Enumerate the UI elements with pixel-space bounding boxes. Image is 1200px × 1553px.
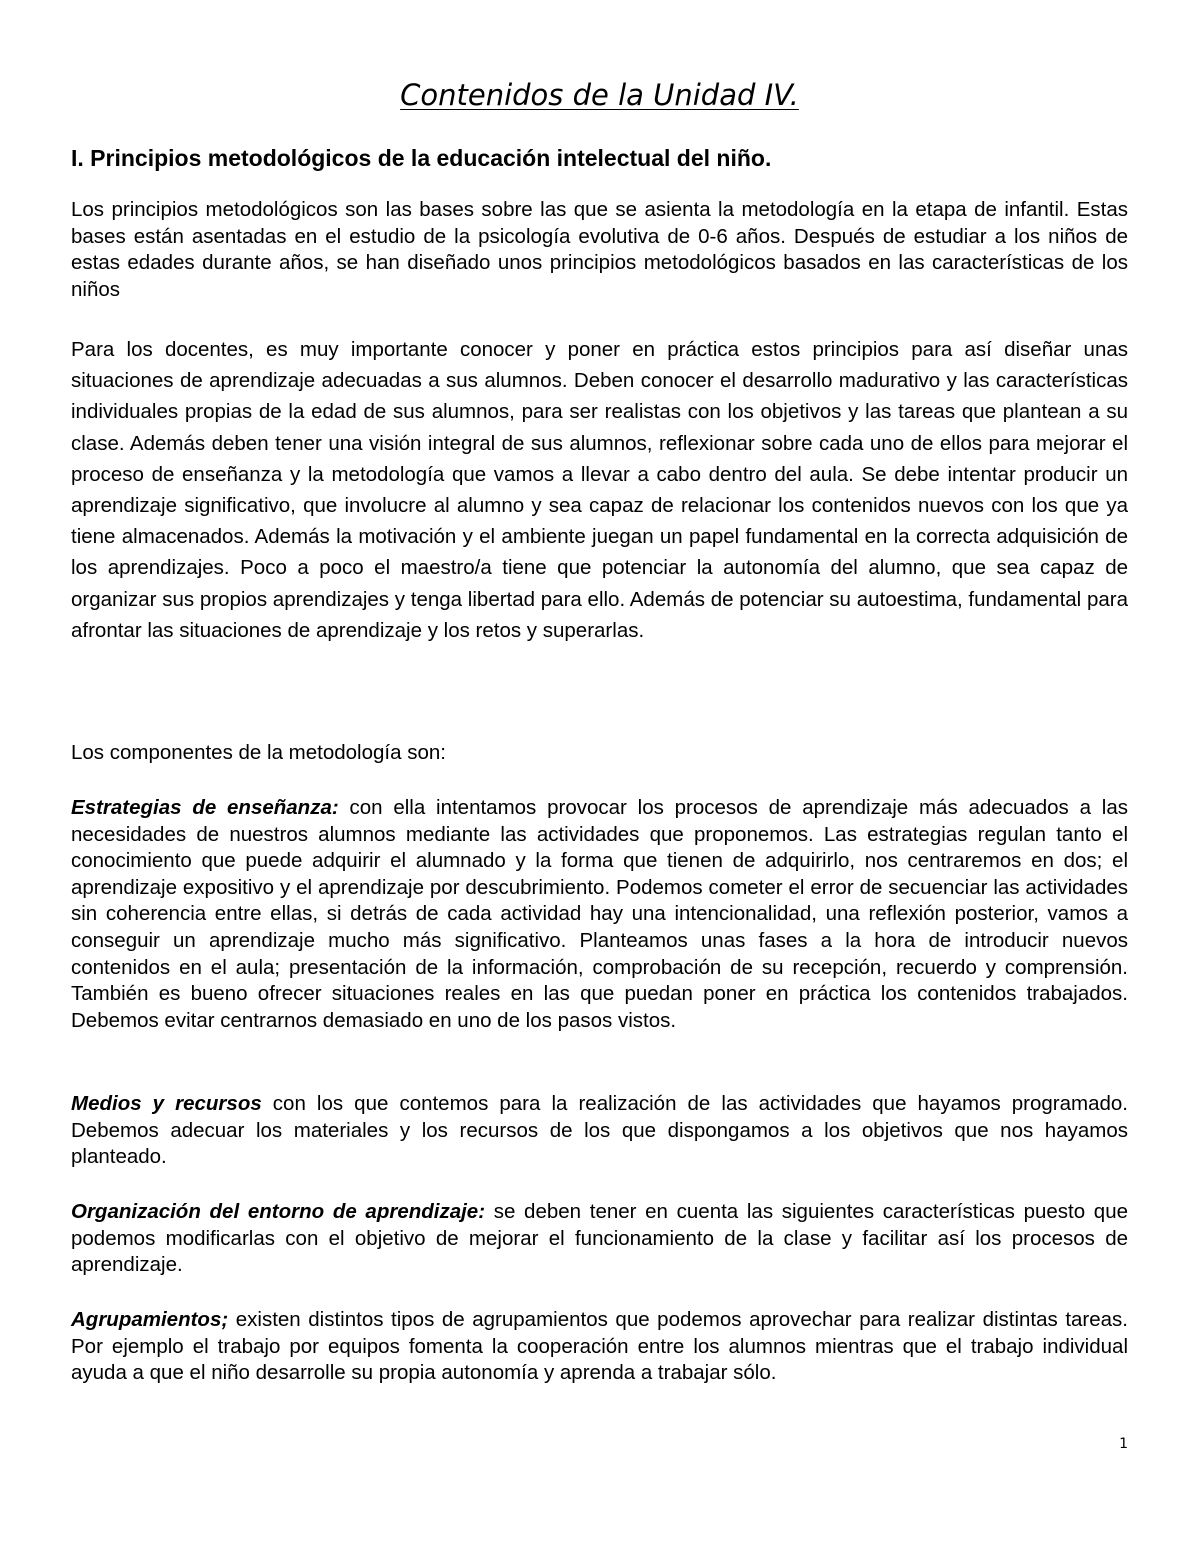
component-environment	[71, 1199, 1128, 1279]
teachers-paragraph: Para los docentes, es muy importante conocer y poner en práctica estos principios para así diseñar unas situaciones de aprendizaje adecuadas a sus alumnos. Deben conocer el desarrollo madurativo y las características individuales propias de la edad de sus alumnos, para ser realistas con los objetivos y las tareas que plantean a su clase. Además deben tener una visión integral de sus alumnos, reflexionar sobre cada uno de ellos para mejorar el proceso de enseñanza y la metodología que vamos a llevar a cabo dentro del aula. Se debe intentar producir un aprendizaje significativo, que involucre al alumno y sea capaz de relacionar los contenidos nuevos con los que ya tiene almacenados. Además la motivación y el ambiente juegan un papel fundamental en la correcta adquisición de los aprendizajes. Poco a poco el maestro/a tiene que potenciar la autonomía del alumno, que sea capaz de organizar sus propios aprendizajes y tenga libertad para ello. Además de potenciar su autoestima, fundamental para afrontar las situaciones de aprendizaje y los retos y superarlas.	[71, 338, 1128, 642]
section-heading: I. Principios metodológicos de la educación intelectual del niño.	[71, 145, 772, 171]
component-text: con los que contemos para la realización de las actividades que hayamos programado. Debemos adecuar los materiales y los recursos de los que dispongamos a los objetivos que nos hayamos planteado.	[71, 1092, 1128, 1169]
intro-paragraph: Los principios metodológicos son las bases sobre las que se asienta la metodología en la etapa de infantil. Estas bases están asentadas en el estudio de la psicología evolutiva de 0-6 años. Después de estudiar a los niños de estas edades durante años, se han diseñado unos principios metodológicos basados en las características de los niños	[71, 198, 1128, 301]
component-resources	[71, 1091, 1128, 1171]
component-text: se deben tener en cuenta las siguientes características puesto que podemos modificarlas con el objetivo de mejorar el funcionamiento de la clase y facilitar así los procesos de aprendizaje.	[71, 1200, 1129, 1277]
components-intro: Los componentes de la metodología son:	[71, 741, 446, 764]
component-term: Agrupamientos;	[71, 1308, 229, 1331]
page-number: 1	[1119, 1436, 1128, 1452]
component-groupings	[71, 1307, 1128, 1387]
component-term: Medios y recursos	[71, 1092, 262, 1115]
document-title: Contenidos de la Unidad IV.	[400, 78, 799, 112]
component-term: Organización del entorno de aprendizaje:	[71, 1200, 486, 1223]
component-strategies	[71, 795, 1128, 1034]
component-text: existen distintos tipos de agrupamientos que podemos aprovechar para realizar distintas tareas. Por ejemplo el trabajo por equipos fomenta la cooperación entre los alumnos mientras que el trabajo individual ayuda a que el niño desarrolle su propia autonomía y aprenda a trabajar sólo.	[71, 1308, 1128, 1385]
component-term: Estrategias de enseñanza:	[71, 796, 339, 819]
component-text: con ella intentamos provocar los procesos de aprendizaje más adecuados a las necesidades de nuestros alumnos mediante las actividades que proponemos. Las estrategias regulan tanto el conocimiento que puede adquirir el alumnado y la forma que tienen de adquirirlo, nos centraremos en dos; el aprendizaje expositivo y el aprendizaje por descubrimiento. Podemos cometer el error de secuenciar las actividades sin coherencia entre ellas, si detrás de cada actividad hay una intencionalidad, una reflexión posterior, vamos a conseguir un aprendizaje mucho más significativo. Planteamos unas fases a la hora de introducir nuevos contenidos en el aula; presentación de la información, comprobación de su recepción, recuerdo y comprensión. También es bueno ofrecer situaciones reales en las que puedan poner en práctica los contenidos trabajados. Debemos evitar centrarnos demasiado en uno de los pasos vistos.	[71, 796, 1128, 1032]
